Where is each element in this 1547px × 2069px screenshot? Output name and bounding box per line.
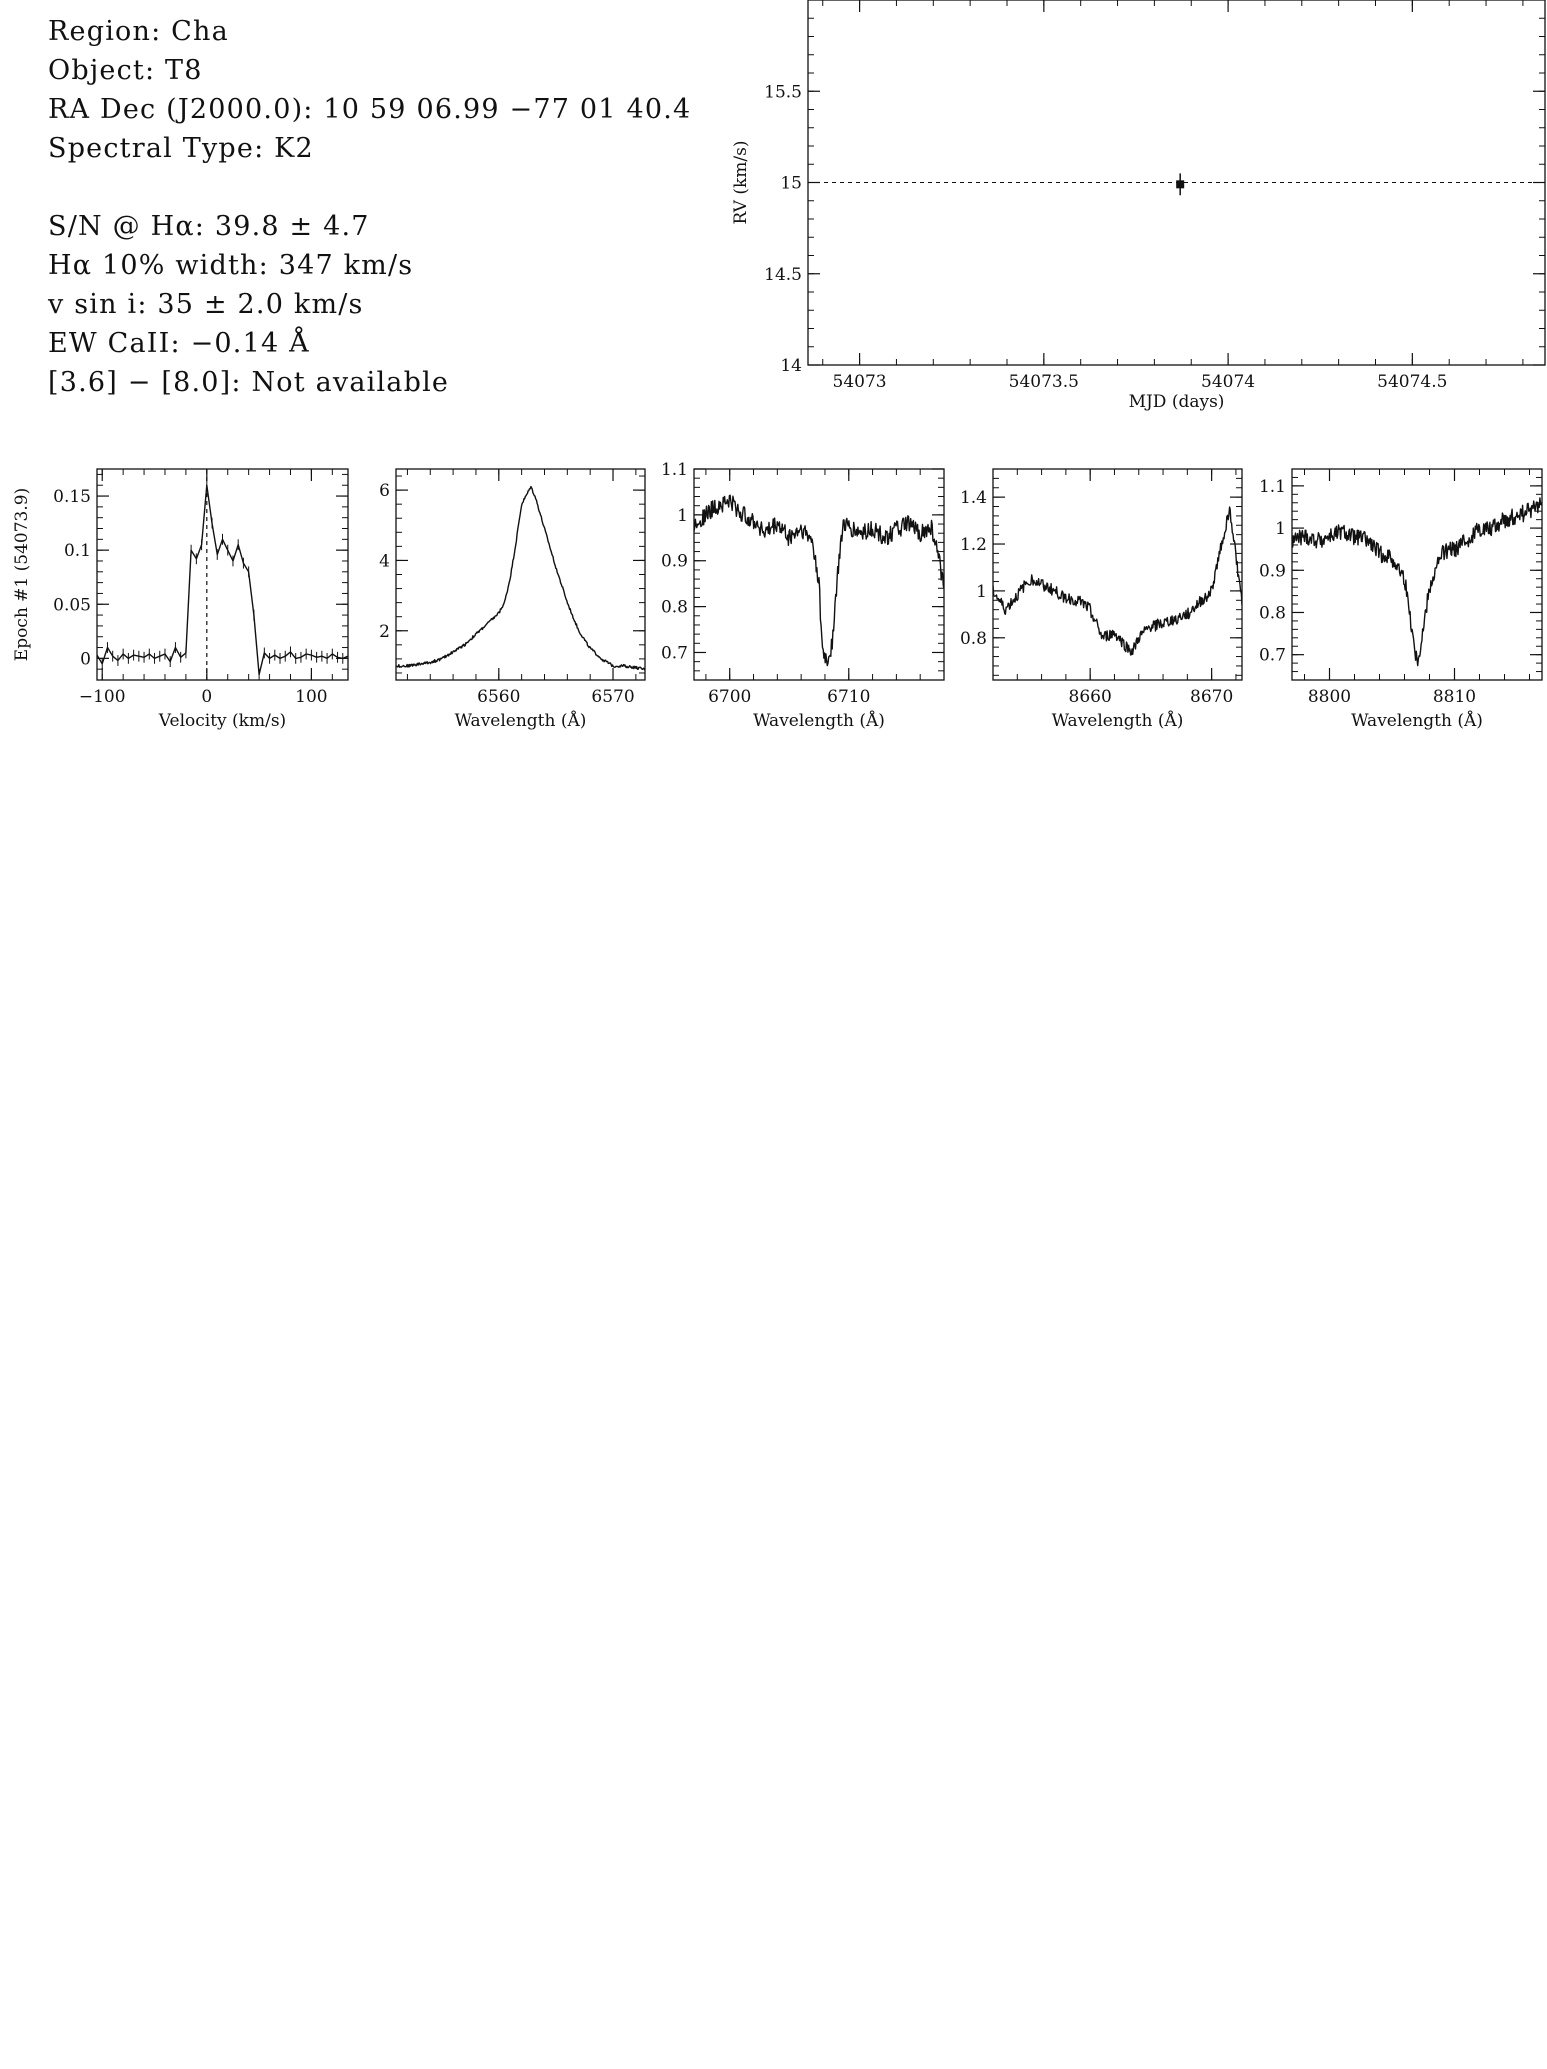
plot-frame <box>993 469 1242 680</box>
ew-caii-text: EW CaII: −0.14 Å <box>48 328 310 359</box>
x-tick-label: 54073 <box>832 372 887 392</box>
x-tick-label: 6560 <box>477 687 521 707</box>
y-axis-label: RV (km/s) <box>731 140 751 225</box>
y-tick-label: 0.7 <box>660 643 688 664</box>
x-tick-label: 8810 <box>1432 687 1477 707</box>
y-tick-label: 14 <box>780 356 802 376</box>
sn-text: S/N @ Hα: 39.8 ± 4.7 <box>48 211 370 242</box>
plot-frame <box>97 469 348 680</box>
chart-li <box>661 460 944 731</box>
figure-canvas <box>0 0 1547 800</box>
chart-velocity <box>12 469 348 731</box>
y-tick-label: 15 <box>780 173 802 194</box>
plot-frame <box>694 469 944 680</box>
y-tick-label: 0.15 <box>53 487 91 508</box>
y-tick-label: 14.5 <box>764 264 802 285</box>
x-tick-label: 54074 <box>1201 372 1256 392</box>
y-tick-label: 1 <box>976 581 987 602</box>
series-line <box>97 485 348 674</box>
series-line <box>396 487 645 671</box>
region-text: Region: Cha <box>48 16 229 47</box>
vsini-text: v sin i: 35 ± 2.0 km/s <box>48 289 364 320</box>
chart-ca <box>960 469 1242 731</box>
y-tick-label: 6 <box>379 481 390 502</box>
x-tick-label: 8660 <box>1068 687 1112 707</box>
data-point <box>1176 180 1184 188</box>
x-tick-label: 6570 <box>591 687 635 707</box>
x-axis-label: Velocity (km/s) <box>158 711 287 731</box>
x-tick-label: 8670 <box>1190 687 1234 707</box>
y-tick-label: 0.9 <box>660 551 688 572</box>
y-tick-label: 2 <box>379 621 390 642</box>
y-tick-label: 15.5 <box>764 82 802 103</box>
x-tick-label: 54073.5 <box>1008 372 1079 392</box>
y-tick-label: 1.2 <box>959 535 987 556</box>
irac-color-text: [3.6] − [8.0]: Not available <box>48 367 450 398</box>
y-tick-label: 0.8 <box>1258 603 1286 624</box>
chart-halpha <box>379 469 645 731</box>
x-tick-label: 6710 <box>827 687 871 707</box>
y-tick-label: 0.1 <box>63 541 91 562</box>
halpha-width-text: Hα 10% width: 347 km/s <box>48 250 414 281</box>
y-tick-label: 0.8 <box>660 597 688 618</box>
chart-rv <box>731 0 1545 412</box>
x-tick-label: −100 <box>78 687 126 707</box>
y-tick-label: 1.4 <box>959 488 987 509</box>
chart-dib <box>1259 469 1542 731</box>
x-tick-label: 8800 <box>1307 687 1352 707</box>
y-tick-label: 1.1 <box>1258 476 1286 497</box>
plot-frame <box>396 469 645 680</box>
y-tick-label: 1 <box>677 505 688 526</box>
x-tick-label: 54074.5 <box>1377 372 1448 392</box>
radec-text: RA Dec (J2000.0): 10 59 06.99 −77 01 40.4 <box>48 94 692 125</box>
spectral-type-text: Spectral Type: K2 <box>48 133 314 164</box>
x-axis-label: Wavelength (Å) <box>1051 711 1184 731</box>
series-line <box>1292 498 1542 666</box>
x-axis-label: Wavelength (Å) <box>1351 711 1483 731</box>
object-text: Object: T8 <box>48 55 203 86</box>
x-axis-label: MJD (days) <box>1128 392 1225 412</box>
y-tick-label: 4 <box>379 551 390 572</box>
y-tick-label: 0.9 <box>1258 561 1286 582</box>
y-tick-label: 1 <box>1275 519 1286 540</box>
y-tick-label: 0.7 <box>1258 645 1286 666</box>
y-axis-label: Epoch #1 (54073.9) <box>12 487 32 662</box>
x-tick-label: 0 <box>201 687 213 707</box>
x-tick-label: 100 <box>295 687 328 707</box>
x-tick-label: 6700 <box>708 687 752 707</box>
x-axis-label: Wavelength (Å) <box>454 711 587 731</box>
x-axis-label: Wavelength (Å) <box>753 711 885 731</box>
series-line <box>694 495 944 665</box>
series-line <box>993 507 1242 655</box>
y-tick-label: 0.8 <box>959 628 987 649</box>
y-tick-label: 0 <box>80 649 91 670</box>
y-tick-label: 1.1 <box>660 460 688 480</box>
plot-frame <box>1292 469 1542 680</box>
y-tick-label: 0.05 <box>53 595 91 616</box>
